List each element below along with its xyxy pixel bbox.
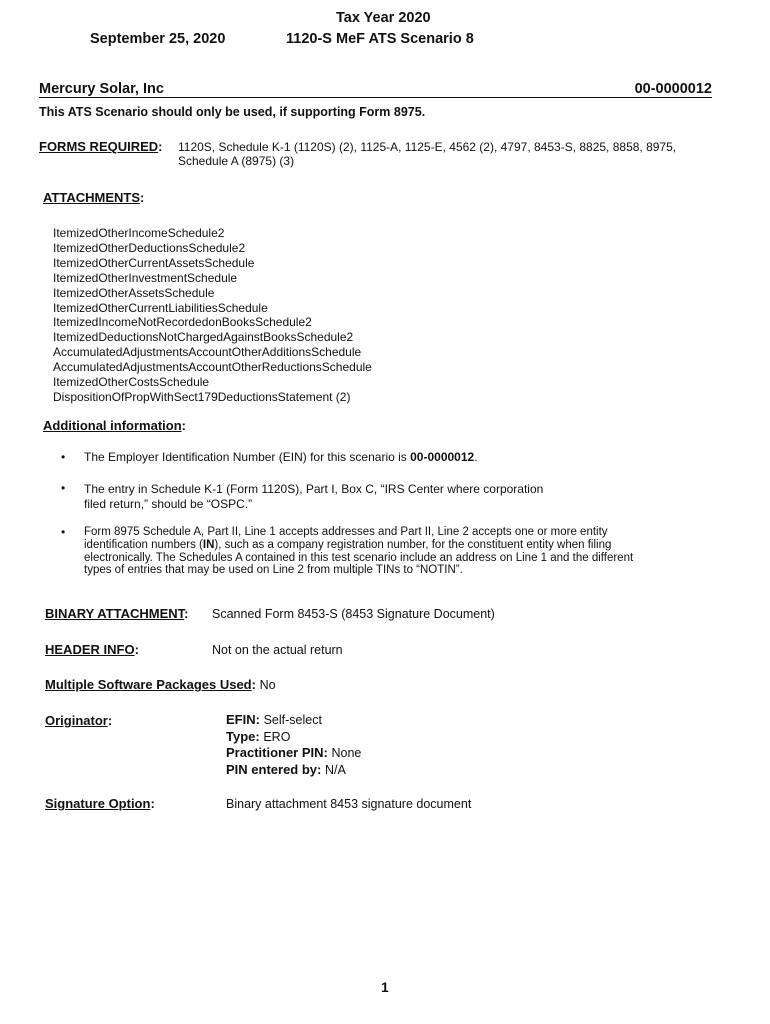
binary-attachment-value: Scanned Form 8453-S (8453 Signature Document) <box>212 607 495 621</box>
scenario-notice: This ATS Scenario should only be used, if supporting Form 8975. <box>39 105 426 119</box>
bullet-8975-line2 <box>84 539 633 552</box>
forms-required-list-line1: 1120S, Schedule K-1 (1120S) (2), 1125-A, 1125-E, 4562 (2), 4797, 8453-S, 8825, 8858, 8975, <box>178 140 677 154</box>
header-date: September 25, 2020 <box>90 31 226 47</box>
attachment-item: ItemizedOtherCurrentLiabilitiesSchedule <box>53 300 268 315</box>
bullet-marker: • <box>61 481 66 495</box>
additional-info-heading <box>43 418 186 433</box>
header-info-label: HEADER INFO <box>45 642 135 657</box>
company-name: Mercury Solar, Inc <box>39 81 164 97</box>
pin-entered-row <box>226 762 361 779</box>
bullet-8975-line4: types of entries that may be used on Line 2 from multiple TINs to “NOTIN”. <box>84 564 463 577</box>
signature-option-label: Signature Option <box>45 796 151 811</box>
multiple-software-value: No <box>259 678 276 692</box>
attachment-item: ItemizedOtherInvestmentSchedule <box>53 270 238 285</box>
binary-attachment-colon: : <box>184 606 189 621</box>
attachment-item: ItemizedOtherAssetsSchedule <box>53 285 215 300</box>
originator-colon: : <box>107 713 113 728</box>
company-ein: 00-0000012 <box>634 81 712 97</box>
type-value: ERO <box>263 729 291 744</box>
bullet-ein-period: . <box>474 450 478 464</box>
attachment-item: DispositionOfPropWithSect179DeductionsStatement (2) <box>53 389 351 404</box>
attachment-item: ItemizedDeductionsNotChargedAgainstBooksSchedule2 <box>53 330 354 345</box>
attachment-item: ItemizedOtherDeductionsSchedule2 <box>53 240 246 255</box>
header-info-value: Not on the actual return <box>212 643 343 657</box>
originator-heading <box>45 713 112 728</box>
attachment-item: ItemizedOtherCurrentAssetsSchedule <box>53 255 255 270</box>
attachment-item: ItemizedIncomeNotRecordedonBooksSchedule2 <box>53 315 312 330</box>
forms-required-heading <box>39 139 163 154</box>
attachments-label: ATTACHMENTS <box>43 190 141 205</box>
bullet-ein-value: 00-0000012 <box>410 450 475 464</box>
pin-entered-label: PIN entered by: <box>226 761 322 777</box>
signature-option-heading <box>45 796 155 811</box>
attachment-item: ItemizedOtherIncomeSchedule2 <box>53 226 225 240</box>
additional-info-colon: : <box>181 418 186 433</box>
bullet-8975-line3: electronically. The Schedules A contained in this test scenario include an address on Line 1 and the different <box>84 551 634 564</box>
attachment-item: AccumulatedAdjustmentsAccountOtherAdditionsSchedule <box>53 345 362 360</box>
bullet-8975-line1: Form 8975 Schedule A, Part II, Line 1 accepts addresses and Part II, Line 2 accepts one or more entity <box>84 526 608 538</box>
binary-attachment-label: BINARY ATTACHMENT <box>45 606 185 621</box>
scenario-title: 1120-S MeF ATS Scenario 8 <box>286 31 474 47</box>
bullet-ein-text: The Employer Identification Number (EIN) for this scenario is <box>84 450 411 464</box>
bullet-8975-line2-pre: identification numbers ( <box>84 538 203 551</box>
forms-required-list-line2: Schedule A (8975) (3) <box>178 154 295 168</box>
attachment-item: ItemizedOtherCostsSchedule <box>53 375 210 390</box>
originator-label: Originator <box>45 713 108 728</box>
attachment-item: AccumulatedAdjustmentsAccountOtherReductionsSchedule <box>53 360 372 375</box>
forms-required-label: FORMS REQUIRED <box>39 139 159 154</box>
attachments-colon: : <box>140 190 145 205</box>
practitioner-pin-row <box>226 745 361 762</box>
type-label: Type: <box>226 728 260 744</box>
multiple-software-heading <box>45 677 276 692</box>
efin-row <box>226 712 361 729</box>
type-row <box>226 729 361 746</box>
attachments-heading <box>43 190 144 205</box>
bullet-marker: • <box>61 450 66 464</box>
additional-info-label: Additional information <box>43 418 182 433</box>
bullet-k1 <box>84 482 543 512</box>
tax-year: Tax Year 2020 <box>336 10 431 26</box>
efin-value: Self-select <box>263 713 322 727</box>
page-number: 1 <box>381 979 389 995</box>
company-line <box>39 81 712 98</box>
bullet-k1-line2: filed return,” should be “OSPC.” <box>84 497 253 511</box>
bullet-ein <box>84 451 478 464</box>
pin-entered-value: N/A <box>324 762 346 777</box>
signature-option-value: Binary attachment 8453 signature document <box>226 797 472 811</box>
originator-details <box>226 712 361 778</box>
attachments-list <box>53 226 372 405</box>
practitioner-pin-value: None <box>331 746 362 760</box>
multiple-software-label: Multiple Software Packages Used <box>45 677 252 692</box>
bullet-marker: • <box>61 525 66 539</box>
forms-required-colon: : <box>158 139 163 154</box>
efin-label: EFIN: <box>226 712 260 727</box>
bullet-8975-line2-post: ), such as a company registration number, for the constituent entity when filing <box>214 538 612 551</box>
practitioner-pin-label: Practitioner PIN: <box>226 745 328 760</box>
bullet-8975 <box>84 526 633 577</box>
header-info-heading <box>45 642 139 657</box>
binary-attachment-heading <box>45 606 188 621</box>
signature-option-colon: : <box>150 796 155 811</box>
multiple-software-colon: : <box>251 677 256 692</box>
header-info-colon: : <box>134 642 139 657</box>
bullet-k1-line1: The entry in Schedule K-1 (Form 1120S), Part I, Box C, “IRS Center where corporation <box>84 482 544 496</box>
bullet-8975-line2-bold: IN <box>202 538 215 551</box>
